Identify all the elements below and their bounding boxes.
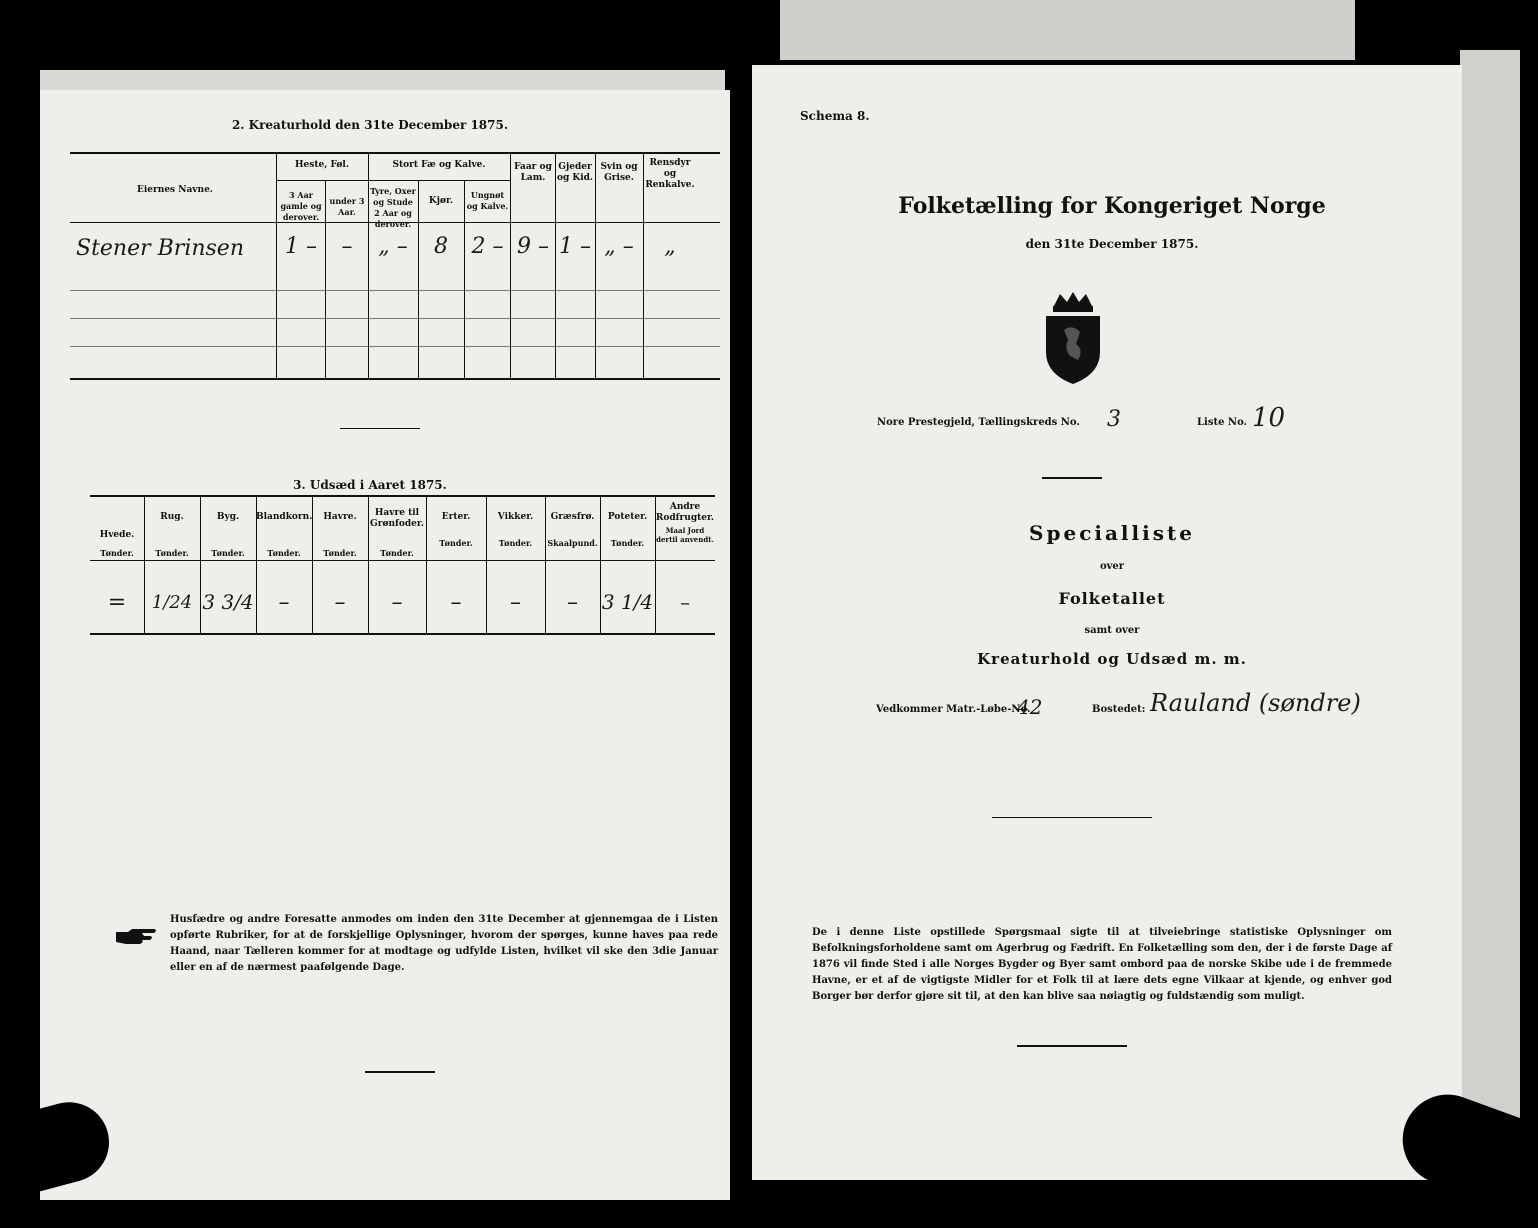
kreaturhold-heading: Kreaturhold og Udsæd m. m. <box>977 650 1247 668</box>
crop-andre: Andre Rodfrugter. <box>655 502 715 523</box>
crop-erter: Erter. <box>441 512 471 522</box>
rensdyr-header: Rensdyr og Renkalve. <box>645 158 695 190</box>
heste-under-value: – <box>341 234 353 259</box>
crop-value-hvede: = <box>107 590 127 615</box>
gjeder-header: Gjeder og Kid. <box>556 162 594 183</box>
svin-header: Svin og Grise. <box>600 162 638 183</box>
crop-gronfoder: Havre til Grønfoder. <box>370 508 424 529</box>
tyre-header: Tyre, Oxer og Stude 2 Aar og derover. <box>370 186 416 229</box>
crop-rug-unit: Tønder. <box>155 548 189 558</box>
stort-header: Stort Fæ og Kalve. <box>392 160 486 170</box>
crop-value-poteter: 3 1/4 <box>601 590 654 614</box>
section2-title: 2. Kreaturhold den 31te December 1875. <box>231 118 509 132</box>
heste-header: Heste, Føl. <box>295 160 349 170</box>
left-page <box>40 90 730 1200</box>
divider <box>992 817 1152 818</box>
heste-under-header: under 3 Aar. <box>329 196 365 217</box>
divider <box>365 1071 435 1073</box>
crop-poteter: Poteter. <box>607 512 648 522</box>
coat-of-arms-icon <box>1040 290 1106 390</box>
pointing-hand-icon <box>114 926 160 952</box>
kjor-value: 8 <box>434 234 448 259</box>
crop-value-byg: 3 3/4 <box>202 590 254 614</box>
samt-over-text: samt over <box>1084 625 1140 636</box>
bostedet-label: Bostedet: <box>1092 704 1146 715</box>
page-subtitle: den 31te December 1875. <box>1025 237 1199 251</box>
notice-text: Husfædre og andre Foresatte anmodes om inden den 31te December at gjennemgaa de i Listen opførte Rubriker, for at de forskjellige Oplysninger, hvorom der spørges, kunne haves paa rede Haand, naar Tælleren kommer for at modtage og udfylde Listen, hvilket vil ske den 3die Januar eller en af de nærmest paafølgende Dage. <box>170 914 718 973</box>
crop-hvede: Hvede. <box>99 530 135 540</box>
heste-3aar-value: 1 – <box>285 234 317 259</box>
page-title: Folketælling for Kongeriget Norge <box>898 193 1326 219</box>
owner-header: Eiernes Navne. <box>137 185 213 195</box>
kreds-number: 3 <box>1107 407 1121 432</box>
crop-graesfro-unit: Skaalpund. <box>547 538 598 548</box>
crop-value-graesfro: – <box>567 590 578 615</box>
crop-vikker-unit: Tønder. <box>498 538 533 548</box>
divider <box>340 428 420 429</box>
crop-poteter-unit: Tønder. <box>610 538 645 548</box>
ungnot-header: Ungnøt og Kalve. <box>466 190 509 211</box>
folketallet-heading: Folketallet <box>1058 589 1166 608</box>
liste-label: Liste No. <box>1197 417 1248 428</box>
crop-blandkorn-unit: Tønder. <box>267 548 301 558</box>
crop-value-gronfoder: – <box>391 590 403 615</box>
crop-byg-unit: Tønder. <box>211 548 245 558</box>
faar-value: 9 – <box>517 234 549 259</box>
prestegjeld-label: Nore Prestegjeld, Tællingskreds No. <box>877 417 1080 428</box>
right-page-back <box>780 0 1355 60</box>
crop-rug: Rug. <box>160 512 184 522</box>
right-page <box>752 65 1462 1180</box>
matr-label: Vedkommer Matr.-Løbe-No. <box>876 704 1031 715</box>
over-text: over <box>1099 561 1125 572</box>
divider <box>1042 477 1102 479</box>
crop-havre: Havre. <box>323 512 357 522</box>
crop-havre-unit: Tønder. <box>323 548 357 558</box>
crop-hvede-unit: Tønder. <box>100 548 134 558</box>
faar-header: Faar og Lam. <box>514 162 552 183</box>
matr-number: 42 <box>1017 695 1043 719</box>
right-page-edge <box>1460 50 1520 1180</box>
crop-graesfro: Græsfrø. <box>550 512 595 522</box>
crop-value-blandkorn: – <box>278 590 290 615</box>
ungnot-value: 2 – <box>471 234 504 259</box>
liste-number: 10 <box>1252 403 1286 433</box>
owner-name: Stener Brinsen <box>76 236 244 261</box>
gjeder-value: 1 – <box>559 234 591 259</box>
crop-erter-unit: Tønder. <box>439 538 473 548</box>
heste-3aar-header: 3 Aar gamle og derover. <box>280 190 322 222</box>
specialliste-heading: Specialliste <box>1029 521 1195 545</box>
crop-value-erter: – <box>450 590 462 615</box>
crop-byg: Byg. <box>216 512 240 522</box>
crop-value-andre: – <box>680 590 690 614</box>
schema-label: Schema 8. <box>800 109 870 123</box>
crop-andre-unit: Maal Jord dertil anvendt. <box>656 526 714 544</box>
rensdyr-value: „ <box>664 234 676 259</box>
bostedet-value: Rauland (søndre) <box>1150 689 1361 717</box>
svin-value: „ – <box>604 234 634 259</box>
crop-gronfoder-unit: Tønder. <box>380 548 414 558</box>
section3-title: 3. Udsæd i Aaret 1875. <box>293 478 447 492</box>
crop-blandkorn: Blandkorn. <box>256 512 313 522</box>
footer-text: De i denne Liste opstillede Spørgsmaal sigte til at tilveiebringe statistiske Oplysninger om Befolkningsforholdene samt om Agerbrug og Fædrift. En Folketælling som den, der i de første Dage af 1876 vil finde Sted i alle Norges Bygder og Byer samt ombord paa de norske Skibe ude i de fremmede Havne, er et af de vigtigste Midler for et Folk til at lære dets egne Vilkaar at kjende, og enhver god Borger bør derfor gjøre sit til, at den kan blive saa nøiagtig og fuldstændig som muligt. <box>812 927 1392 1002</box>
kjor-header: Kjør. <box>428 196 454 206</box>
crop-value-vikker: – <box>510 590 521 615</box>
crop-value-rug: 1/24 <box>151 592 193 613</box>
crop-value-havre: – <box>334 590 346 615</box>
tyre-value: „ – <box>378 234 408 259</box>
divider <box>1017 1045 1127 1047</box>
crop-vikker: Vikker. <box>497 512 534 522</box>
